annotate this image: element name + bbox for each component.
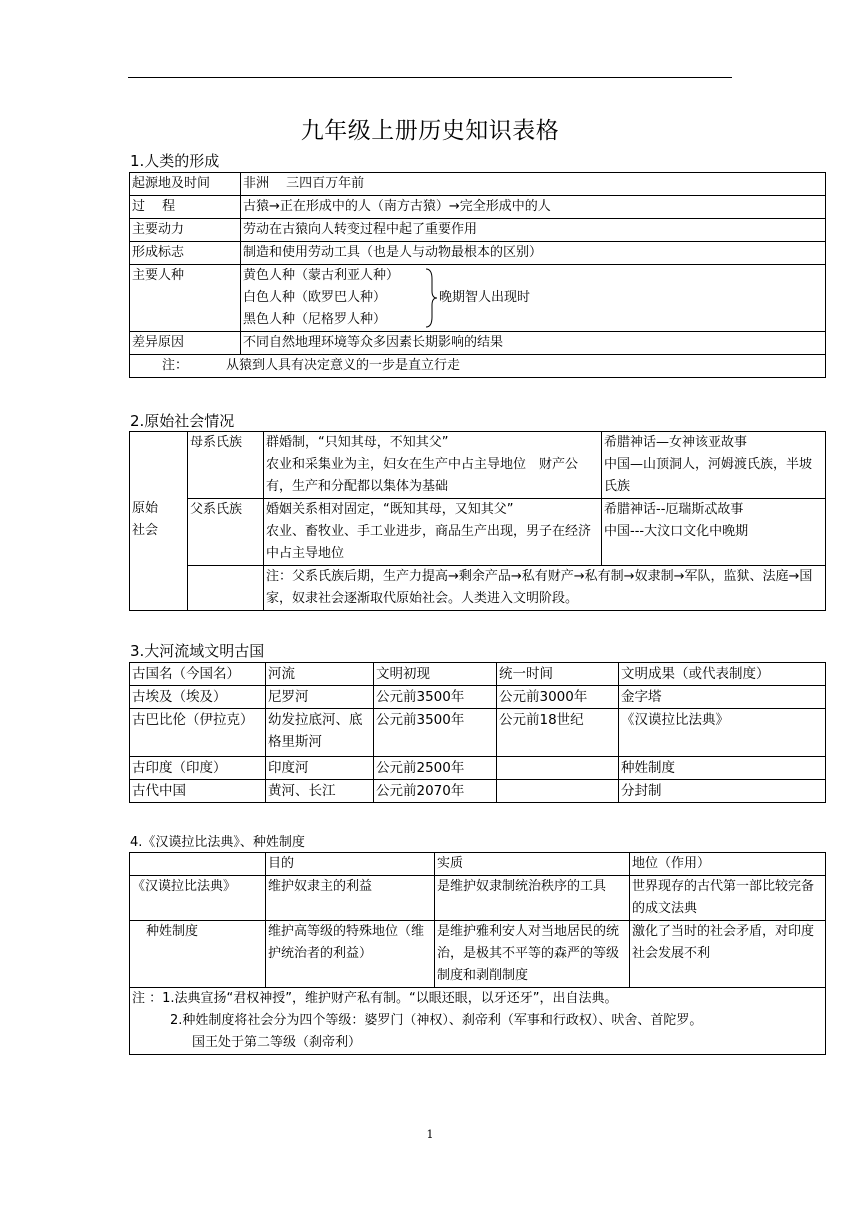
desc-line: 农业和采集业为主，妇女在生产中占主导地位 财产公有，生产和分配都以集体为基础 [266,457,579,494]
row-value: 古猿→正在形成中的人（南方古猿）→完全形成中的人 [241,196,826,219]
clan-label: 父系氏族 [188,499,264,566]
page-title: 九年级上册历史知识表格 [300,118,560,144]
row-value: 非洲 三四百万年前 [241,173,826,196]
civilizations-table [129,662,826,803]
table-cell: 世界现存的古代第一部比较完备的成文法典 [630,876,826,921]
table-row [130,242,826,265]
race-item: 黄色人种（蒙古利亚人种） [243,268,400,283]
table-cell: 黄河、长江 [266,780,374,803]
column-header: 文明成果（或代表制度） [619,663,826,686]
note-row [130,566,826,611]
desc-line: 群婚制，“只知其母，不知其父” [266,435,449,450]
column-header: 文明初现 [374,663,497,686]
table-row [130,780,826,803]
table-cell: 公元前2500年 [374,757,497,780]
row-label: 主要人种 [130,265,241,332]
human-formation-table [129,172,826,378]
table-cell: 尼罗河 [266,686,374,709]
code-caste-table [129,852,826,1055]
table-row [130,432,826,499]
column-header: 实质 [435,853,630,876]
table-row [130,196,826,219]
note-line: 2.种姓制度将社会分为四个等级：婆罗门（神权）、刹帝利（军事和行政权）、吠舍、首陀罗。 [170,1013,703,1028]
table-cell [497,780,619,803]
note-line: 注 ：1.法典宣扬“君权神授”，维护财产私有制。“以眼还眼，以牙还牙”，出自法典。 [132,991,618,1006]
group-label: 原始社会 [132,501,159,538]
race-item: 白色人种（欧罗巴人种） [243,290,387,305]
table-cell: 公元前3500年 [374,686,497,709]
table-cell: 《汉谟拉比法典》 [619,709,826,757]
table-cell: 《汉谟拉比法典》 [130,876,266,921]
section3-heading: 3.大河流域文明古国 [130,642,265,660]
row-label: 过 程 [130,196,241,219]
row-value: 不同自然地理环境等众多因素长期影响的结果 [241,332,826,355]
table-cell: 维护高等级的特殊地位（维护统治者的利益） [266,921,435,988]
table-cell: 种姓制度 [619,757,826,780]
brace-icon [424,265,438,331]
table-row [130,332,826,355]
header-rule [128,77,732,78]
myth-line: 中国—山顶洞人，河姆渡氏族，半坡氏族 [604,457,813,494]
primitive-society-table [129,431,826,611]
row-value: 制造和使用劳动工具（也是人与动物最根本的区别） [241,242,826,265]
table-row [130,173,826,196]
note-row [130,988,826,1055]
column-header: 地位（作用） [630,853,826,876]
clan-desc [264,499,602,566]
table-cell: 古巴比伦（伊拉克） [130,709,266,757]
column-header: 目的 [266,853,435,876]
note-line: 国王处于第二等级（刹帝利） [192,1035,362,1050]
myth-line: 希腊神话—女神该亚故事 [604,435,748,450]
table-cell: 分封制 [619,780,826,803]
table-cell: 是维护奴隶制统治秩序的工具 [435,876,630,921]
table-row [130,876,826,921]
table-header-row [130,663,826,686]
column-header: 河流 [266,663,374,686]
races-cell [241,265,826,332]
table-cell: 维护奴隶主的利益 [266,876,435,921]
table-cell: 公元前3500年 [374,709,497,757]
race-item: 黑色人种（尼格罗人种） [243,312,387,327]
table-cell: 古代中国 [130,780,266,803]
table-cell: 种姓制度 [130,921,266,988]
society-note: 注：父系氏族后期，生产力提高→剩余产品→私有财产→私有制→奴隶制→军队，监狱、法庭→国家，奴隶社会逐渐取代原始社会。人类进入文明阶段。 [264,566,826,611]
clan-desc [264,432,602,499]
table-row [130,709,826,757]
note-row [130,355,826,378]
clan-myth [602,432,826,499]
table-cell: 幼发拉底河、底格里斯河 [266,709,374,757]
table-cell: 印度河 [266,757,374,780]
table-row [130,219,826,242]
table-cell: 公元前3000年 [497,686,619,709]
table-cell: 古埃及（埃及） [130,686,266,709]
table-row [130,757,826,780]
clan-myth [602,499,826,566]
clan-label: 母系氏族 [188,432,264,499]
table-cell: 激化了当时的社会矛盾，对印度社会发展不利 [630,921,826,988]
row-label: 主要动力 [130,219,241,242]
section1-heading: 1.人类的形成 [130,152,220,170]
note-text: 从猿到人具有决定意义的一步是直立行走 [226,358,461,373]
column-header: 古国名（今国名） [130,663,266,686]
row-label: 起源地及时间 [130,173,241,196]
table-row [130,499,826,566]
row-label: 差异原因 [130,332,241,355]
page-number: 1 [426,1128,434,1141]
table-row [130,265,826,332]
column-header [130,853,266,876]
row-value: 劳动在古猿向人转变过程中起了重要作用 [241,219,826,242]
section2-heading: 2.原始社会情况 [130,412,235,430]
table-cell: 金字塔 [619,686,826,709]
table-cell: 是维护雅利安人对当地居民的统治，是极其不平等的森严的等级制度和剥削制度 [435,921,630,988]
myth-line: 中国---大汶口文化中晚期 [604,524,749,539]
table-cell: 古印度（印度） [130,757,266,780]
note-label: 注： [162,358,189,373]
desc-line: 婚姻关系相对固定，“既知其母，又知其父” [266,502,514,517]
section4-heading: 4.《汉谟拉比法典》、种姓制度 [130,835,305,850]
table-header-row [130,853,826,876]
myth-line: 希腊神话--厄瑞斯忒故事 [604,502,744,517]
table-row [130,686,826,709]
row-label: 形成标志 [130,242,241,265]
column-header: 统一时间 [497,663,619,686]
desc-line: 农业、畜牧业、手工业进步，商品生产出现，男子在经济中占主导地位 [266,524,592,561]
table-cell [497,757,619,780]
table-cell: 公元前2070年 [374,780,497,803]
table-row [130,921,826,988]
races-note: 晚期智人出现时 [439,290,531,305]
table-cell: 公元前18世纪 [497,709,619,757]
notes-cell [130,988,826,1055]
